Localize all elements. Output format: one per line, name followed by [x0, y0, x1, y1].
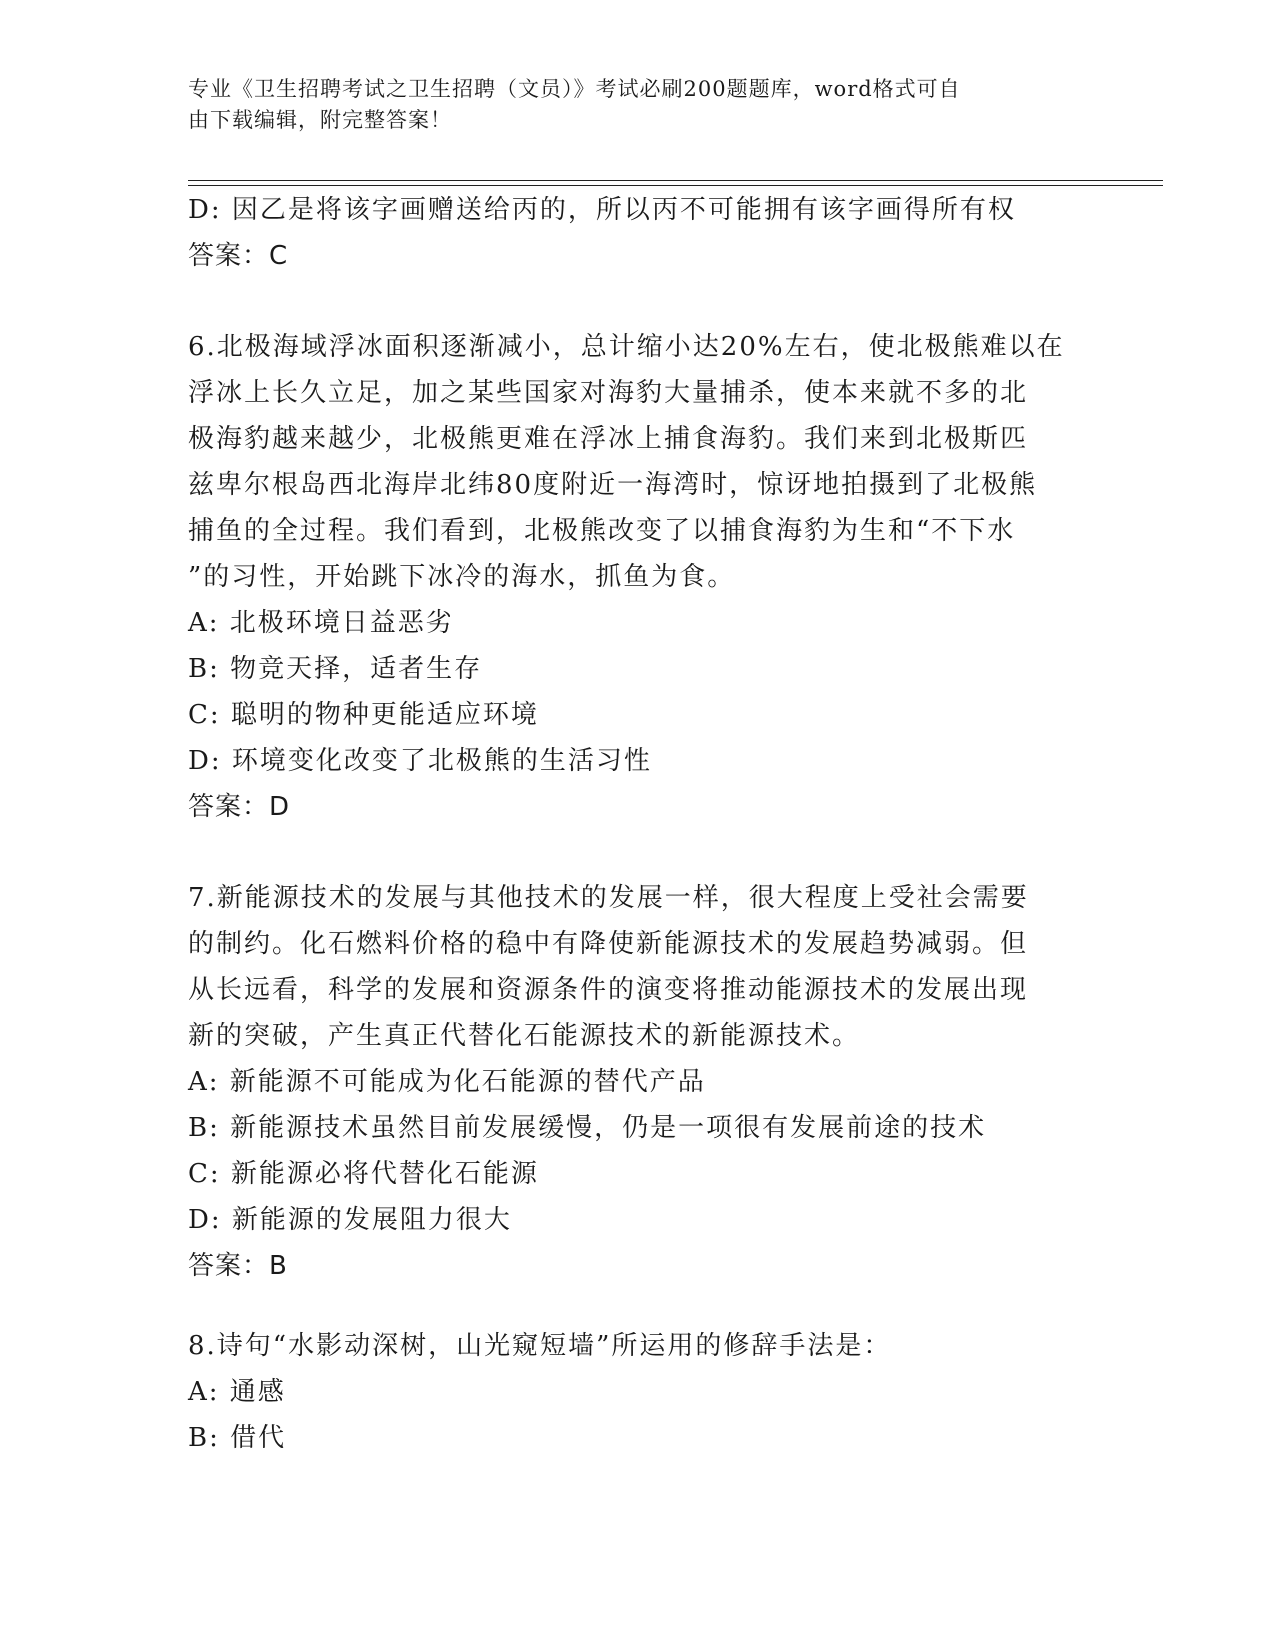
header-divider [188, 180, 1163, 186]
question-stem-line: 新的突破，产生真正代替化石能源技术的新能源技术。 [188, 1021, 861, 1051]
option-a: A: 新能源不可能成为化石能源的替代产品 [188, 1067, 706, 1097]
question-7 [188, 875, 1088, 1289]
prev-question-answer: 答案：C [188, 241, 289, 271]
option-b: B: 物竞天择，适者生存 [188, 654, 483, 684]
question-stem-line: 6.北极海域浮冰面积逐渐减小，总计缩小达20%左右，使北极熊难以在 [188, 332, 1065, 362]
question-stem-line: 7.新能源技术的发展与其他技术的发展一样，很大程度上受社会需要 [188, 883, 1029, 913]
question-stem-line: 极海豹越来越少，北极熊更难在浮冰上捕食海豹。我们来到北极斯匹 [188, 424, 1029, 454]
header-line-1: 专业《卫生招聘考试之卫生招聘（文员）》考试必刷200题题库，word格式可自 [188, 77, 961, 101]
document-body [188, 187, 1088, 1461]
question-6 [188, 324, 1088, 830]
option-d: D: 环境变化改变了北极熊的生活习性 [188, 746, 652, 776]
answer: 答案：D [188, 792, 291, 822]
question-stem-line: 8.诗句“水影动深树，山光窥短墙”所运用的修辞手法是： [188, 1331, 892, 1361]
question-stem-line: ”的习性，开始跳下冰冷的海水，抓鱼为食。 [188, 562, 736, 592]
question-8 [188, 1323, 1088, 1461]
question-stem-line: 浮冰上长久立足，加之某些国家对海豹大量捕杀，使本来就不多的北 [188, 378, 1029, 408]
question-stem-line: 兹卑尔根岛西北海岸北纬80度附近一海湾时，惊讶地拍摄到了北极熊 [188, 470, 1038, 500]
question-stem-line: 从长远看，科学的发展和资源条件的演变将推动能源技术的发展出现 [188, 975, 1029, 1005]
question-stem-line: 捕鱼的全过程。我们看到，北极熊改变了以捕食海豹为生和“不下水 [188, 516, 1016, 546]
page-header [188, 74, 1088, 136]
option-b: B: 新能源技术虽然目前发展缓慢，仍是一项很有发展前途的技术 [188, 1113, 987, 1143]
option-d: D: 新能源的发展阻力很大 [188, 1205, 512, 1235]
prev-question-option-d: D: 因乙是将该字画赠送给丙的，所以丙不可能拥有该字画得所有权 [188, 195, 1016, 225]
question-stem-line: 的制约。化石燃料价格的稳中有降使新能源技术的发展趋势减弱。但 [188, 929, 1029, 959]
option-b: B: 借代 [188, 1423, 287, 1453]
option-a: A: 通感 [188, 1377, 286, 1407]
answer: 答案：B [188, 1251, 288, 1281]
option-c: C: 聪明的物种更能适应环境 [188, 700, 539, 730]
option-c: C: 新能源必将代替化石能源 [188, 1159, 539, 1189]
header-line-2: 由下载编辑，附完整答案！ [188, 108, 452, 132]
option-a: A: 北极环境日益恶劣 [188, 608, 454, 638]
